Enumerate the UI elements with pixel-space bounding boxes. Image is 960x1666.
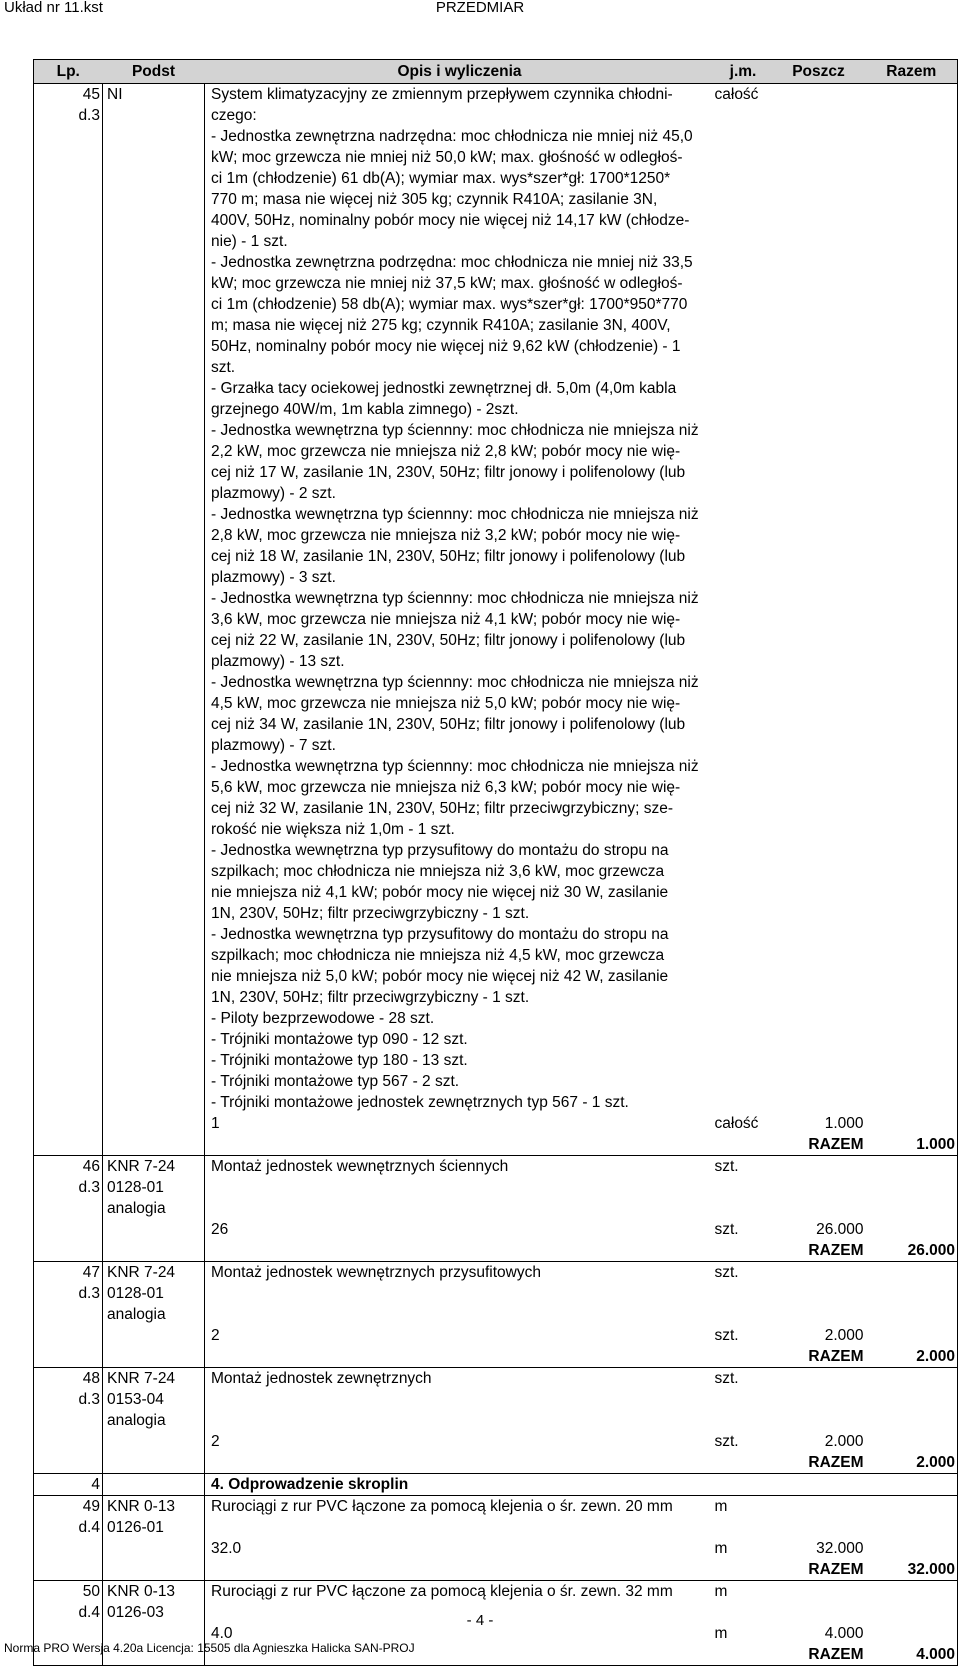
qty-basis-empty bbox=[103, 1113, 205, 1134]
description-line: 1N, 230V, 50Hz; filtr przeciwgrzybiczny - 1 szt. bbox=[211, 905, 530, 922]
qty-basis-empty bbox=[103, 1325, 205, 1346]
item-basis: KNR 7-24 0128-01 analogia bbox=[103, 1156, 205, 1220]
description-line: - Jednostka wewnętrzna typ ściennny: moc chłodnicza nie mniejsza niż bbox=[211, 590, 699, 607]
section-number: 4 bbox=[34, 1474, 103, 1496]
description-line: - Jednostka wewnętrzna typ ściennny: moc chłodnicza nie mniejsza niż bbox=[211, 674, 699, 691]
description-line: System klimatyzacyjny ze zmiennym przepływem czynnika chłodni- bbox=[211, 86, 673, 103]
description-line: Montaż jednostek wewnętrznych przysufitowych bbox=[211, 1264, 541, 1281]
page-number: - 4 - bbox=[466, 1612, 494, 1629]
quantity-total-empty bbox=[866, 1113, 958, 1134]
description-line: cej niż 18 W, zasilanie 1N, 230V, 50Hz; filtr jonowy i polifenolowy (lub bbox=[211, 548, 686, 565]
description-line: - Trójniki montażowe jednostek zewnętrznych typ 567 - 1 szt. bbox=[211, 1094, 629, 1111]
description-line: nie mniejsza niż 4,1 kW; pobór mocy nie więcej niż 30 W, zasilanie bbox=[211, 884, 669, 901]
quantity-total-empty bbox=[866, 1325, 958, 1346]
item-partial bbox=[772, 1156, 866, 1220]
description-line: - Jednostka wewnętrzna typ ściennny: moc chłodnicza nie mniejsza niż bbox=[211, 506, 699, 523]
item-unit: szt. bbox=[715, 1262, 772, 1326]
description-line: - Jednostka zewnętrzna nadrzędna: moc chłodnicza nie mniej niż 45,0 bbox=[211, 128, 693, 145]
item-basis: KNR 7-24 0128-01 analogia bbox=[103, 1262, 205, 1326]
item-partial bbox=[772, 1496, 866, 1539]
description-line: - Trójniki montażowe typ 090 - 12 szt. bbox=[211, 1031, 468, 1048]
description-line: m; masa nie więcej niż 275 kg; czynnik R410A; zasilanie 3N, 400V, bbox=[211, 317, 671, 334]
summary-label: RAZEM bbox=[772, 1644, 866, 1666]
col-jm: j.m. bbox=[715, 60, 772, 84]
quantity-unit: m bbox=[714, 1540, 728, 1557]
item-number: 49 bbox=[82, 1498, 100, 1515]
quantity-value: 32.0 bbox=[211, 1540, 242, 1557]
summary-unit-empty bbox=[715, 1346, 772, 1368]
item-unit: m bbox=[715, 1496, 772, 1539]
item-description bbox=[205, 1496, 715, 1539]
quantity-total-empty bbox=[866, 1431, 958, 1452]
section-partial-empty bbox=[772, 1474, 866, 1496]
summary-lp-empty bbox=[34, 1134, 103, 1156]
item-partial bbox=[772, 1368, 866, 1432]
item-row bbox=[34, 1496, 958, 1539]
summary-unit-empty bbox=[715, 1559, 772, 1581]
description-line: kW; moc grzewcza nie mniej niż 50,0 kW; max. głośność w odległoś- bbox=[211, 149, 683, 166]
item-row bbox=[34, 1262, 958, 1326]
description-line: - Jednostka wewnętrzna typ przysufitowy do montażu do stropu na bbox=[211, 926, 669, 943]
document-title: PRZEDMIAR bbox=[435, 0, 525, 16]
item-lp bbox=[34, 1368, 103, 1432]
quantity-unit: szt. bbox=[714, 1327, 739, 1344]
item-lp bbox=[34, 1262, 103, 1326]
item-description bbox=[205, 84, 715, 1114]
summary-row bbox=[34, 1559, 958, 1581]
qty-basis-empty bbox=[103, 1219, 205, 1240]
description-line: Montaż jednostek zewnętrznych bbox=[211, 1370, 432, 1387]
item-unit: całość bbox=[714, 86, 759, 103]
item-description bbox=[205, 1262, 715, 1326]
bill-of-quantities bbox=[33, 59, 957, 1666]
items-table bbox=[33, 59, 958, 1666]
summary-basis-empty bbox=[103, 1240, 205, 1262]
summary-label: RAZEM bbox=[808, 1242, 864, 1259]
summary-lp-empty bbox=[34, 1452, 103, 1474]
quantity-value: 2 bbox=[211, 1433, 220, 1450]
col-opis: Opis i wyliczenia bbox=[205, 60, 715, 84]
quantity-partial: 4.000 bbox=[824, 1625, 864, 1642]
description-line: szt. bbox=[211, 359, 236, 376]
description-line: - Piloty bezprzewodowe - 28 szt. bbox=[211, 1010, 435, 1027]
summary-row bbox=[34, 1346, 958, 1368]
description-line: plazmowy) - 13 szt. bbox=[211, 653, 345, 670]
description-line: rokość nie większa niż 1,0m - 1 szt. bbox=[211, 821, 455, 838]
description-line: Montaż jednostek wewnętrznych ściennych bbox=[211, 1158, 509, 1175]
summary-lp-empty bbox=[34, 1559, 103, 1581]
summary-label: RAZEM bbox=[808, 1561, 864, 1578]
summary-label: RAZEM bbox=[808, 1136, 864, 1153]
quantity-total-empty bbox=[866, 1538, 958, 1559]
summary-unit-empty bbox=[715, 1452, 772, 1474]
item-partial bbox=[772, 1262, 866, 1326]
description-line: Rurociągi z rur PVC łączone za pomocą klejenia o śr. zewn. 20 mm bbox=[211, 1498, 673, 1515]
qty-basis-empty bbox=[103, 1431, 205, 1452]
item-description bbox=[205, 1156, 715, 1220]
quantity-value: 1 bbox=[211, 1115, 220, 1132]
col-lp: Lp. bbox=[34, 60, 103, 84]
item-total bbox=[866, 1156, 958, 1220]
description-line: - Trójniki montażowe typ 567 - 2 szt. bbox=[211, 1073, 460, 1090]
item-unit: szt. bbox=[715, 1368, 772, 1432]
description-line: nie) - 1 szt. bbox=[211, 233, 288, 250]
summary-unit-empty bbox=[715, 1240, 772, 1262]
item-chapter: d.3 bbox=[78, 1285, 100, 1302]
summary-basis-empty bbox=[103, 1346, 205, 1368]
summary-total: 4.000 bbox=[866, 1644, 958, 1666]
summary-label: RAZEM bbox=[808, 1348, 864, 1365]
description-line: szpilkach; moc chłodnicza nie mniejsza niż 3,6 kW, moc grzewcza bbox=[211, 863, 665, 880]
license-text: Norma PRO Wersja 4.20a Licencja: 15505 dla Agnieszka Halicka SAN-PROJ bbox=[4, 1641, 415, 1655]
description-line: grzejnego 40W/m, 1m kabla zimnego) - 2szt. bbox=[211, 401, 519, 418]
summary-total: 2.000 bbox=[866, 1346, 958, 1368]
quantity-value: 4.0 bbox=[211, 1625, 233, 1642]
quantity-row bbox=[34, 1538, 958, 1559]
description-line: nie mniejsza niż 5,0 kW; pobór mocy nie więcej niż 42 W, zasilanie bbox=[211, 968, 669, 985]
description-line: 2,2 kW, moc grzewcza nie mniejsza niż 2,8 kW; pobór mocy nie wię- bbox=[211, 443, 681, 460]
item-number: 45 bbox=[82, 86, 100, 103]
summary-desc-empty bbox=[205, 1346, 715, 1368]
item-description bbox=[205, 1368, 715, 1432]
item-chapter: d.4 bbox=[78, 1604, 100, 1621]
description-line: ci 1m (chłodzenie) 58 db(A); wymiar max. wys*szer*gł: 1700*950*770 bbox=[211, 296, 688, 313]
quantity-value: 2 bbox=[211, 1327, 220, 1344]
quantity-row bbox=[34, 1113, 958, 1134]
item-total bbox=[866, 84, 958, 1114]
qty-lp-empty bbox=[34, 1113, 103, 1134]
item-basis: KNR 7-24 0153-04 analogia bbox=[103, 1368, 205, 1432]
section-total-empty bbox=[866, 1474, 958, 1496]
quantity-partial: 26.000 bbox=[816, 1221, 864, 1238]
item-lp bbox=[34, 84, 103, 1114]
summary-lp-empty bbox=[34, 1240, 103, 1262]
item-lp bbox=[34, 1496, 103, 1539]
col-razem: Razem bbox=[866, 60, 958, 84]
description-line: plazmowy) - 2 szt. bbox=[211, 485, 336, 502]
file-name: Układ nr 11.kst bbox=[4, 0, 103, 16]
summary-label: RAZEM bbox=[808, 1454, 864, 1471]
description-line: ci 1m (chłodzenie) 61 db(A); wymiar max. wys*szer*gł: 1700*1250* bbox=[211, 170, 671, 187]
summary-basis-empty bbox=[103, 1452, 205, 1474]
summary-total: 26.000 bbox=[866, 1240, 958, 1262]
description-line: - Jednostka wewnętrzna typ przysufitowy do montażu do stropu na bbox=[211, 842, 669, 859]
quantity-partial: 2.000 bbox=[824, 1327, 864, 1344]
summary-basis-empty bbox=[103, 1559, 205, 1581]
item-number: 47 bbox=[82, 1264, 100, 1281]
item-row bbox=[34, 84, 958, 1114]
item-basis: KNR 0-13 0126-01 bbox=[103, 1496, 205, 1539]
quantity-row bbox=[34, 1219, 958, 1240]
summary-desc-empty bbox=[205, 1559, 715, 1581]
quantity-partial: 32.000 bbox=[816, 1540, 864, 1557]
item-chapter: d.3 bbox=[78, 1179, 100, 1196]
summary-unit-empty bbox=[715, 1644, 772, 1666]
description-line: cej niż 17 W, zasilanie 1N, 230V, 50Hz; filtr jonowy i polifenolowy (lub bbox=[211, 464, 686, 481]
description-line: - Grzałka tacy ociekowej jednostki zewnętrznej dł. 5,0m (4,0m kabla bbox=[211, 380, 677, 397]
description-line: - Jednostka wewnętrzna typ ściennny: moc chłodnicza nie mniejsza niż bbox=[211, 422, 699, 439]
quantity-partial: 2.000 bbox=[824, 1433, 864, 1450]
item-lp bbox=[34, 1156, 103, 1220]
description-line: 50Hz, nominalny pobór mocy nie więcej niż 9,62 kW (chłodzenie) - 1 bbox=[211, 338, 681, 355]
summary-total: 1.000 bbox=[866, 1134, 958, 1156]
quantity-partial: 1.000 bbox=[824, 1115, 864, 1132]
description-line: 4,5 kW, moc grzewcza nie mniejsza niż 5,0 kW; pobór mocy nie wię- bbox=[211, 695, 681, 712]
item-unit: m bbox=[715, 1581, 772, 1624]
item-row bbox=[34, 1156, 958, 1220]
quantity-unit: całość bbox=[714, 1115, 759, 1132]
item-number: 48 bbox=[82, 1370, 100, 1387]
description-line: - Jednostka wewnętrzna typ ściennny: moc chłodnicza nie mniejsza niż bbox=[211, 758, 699, 775]
qty-lp-empty bbox=[34, 1538, 103, 1559]
description-line: cej niż 34 W, zasilanie 1N, 230V, 50Hz; filtr jonowy i polifenolowy (lub bbox=[211, 716, 686, 733]
quantity-total-empty bbox=[866, 1219, 958, 1240]
description-line: 5,6 kW, moc grzewcza nie mniejsza niż 6,3 kW; pobór mocy nie wię- bbox=[211, 779, 681, 796]
quantity-unit: szt. bbox=[714, 1433, 739, 1450]
summary-basis-empty bbox=[103, 1134, 205, 1156]
description-line: kW; moc grzewcza nie mniej niż 37,5 kW; max. głośność w odległoś- bbox=[211, 275, 683, 292]
item-chapter: d.3 bbox=[78, 1391, 100, 1408]
description-line: - Trójniki montażowe typ 180 - 13 szt. bbox=[211, 1052, 468, 1069]
summary-row bbox=[34, 1134, 958, 1156]
qty-lp-empty bbox=[34, 1325, 103, 1346]
section-unit-empty bbox=[715, 1474, 772, 1496]
section-title: 4. Odprowadzenie skroplin bbox=[205, 1474, 715, 1496]
description-line: 2,8 kW, moc grzewcza nie mniejsza niż 3,2 kW; pobór mocy nie wię- bbox=[211, 527, 681, 544]
description-line: cej niż 32 W, zasilanie 1N, 230V, 50Hz; filtr przeciwgrzybiczny; sze- bbox=[211, 800, 674, 817]
description-line: - Jednostka zewnętrzna podrzędna: moc chłodnicza nie mniej niż 33,5 bbox=[211, 254, 693, 271]
qty-basis-empty bbox=[103, 1538, 205, 1559]
summary-total: 32.000 bbox=[866, 1559, 958, 1581]
item-chapter: d.3 bbox=[78, 107, 100, 124]
description-line: 770 m; masa nie więcej niż 305 kg; czynnik R410A; zasilanie 3N, bbox=[211, 191, 658, 208]
col-podst: Podst bbox=[103, 60, 205, 84]
item-basis: NI bbox=[103, 84, 205, 1114]
table-header bbox=[34, 60, 958, 84]
item-unit: szt. bbox=[715, 1156, 772, 1220]
quantity-row bbox=[34, 1431, 958, 1452]
description-line: Rurociągi z rur PVC łączone za pomocą klejenia o śr. zewn. 32 mm bbox=[211, 1583, 673, 1600]
item-basis: KNR 0-13 0126-03 bbox=[103, 1581, 205, 1624]
description-line: czego: bbox=[211, 107, 257, 124]
description-line: cej niż 22 W, zasilanie 1N, 230V, 50Hz; filtr jonowy i polifenolowy (lub bbox=[211, 632, 686, 649]
quantity-value: 26 bbox=[211, 1221, 229, 1238]
item-total bbox=[866, 1262, 958, 1326]
item-total bbox=[866, 1368, 958, 1432]
quantity-unit: m bbox=[714, 1625, 728, 1642]
summary-desc-empty bbox=[205, 1134, 715, 1156]
summary-desc-empty bbox=[205, 1452, 715, 1474]
section-basis-empty bbox=[103, 1474, 205, 1496]
summary-desc-empty bbox=[205, 1240, 715, 1262]
item-chapter: d.4 bbox=[78, 1519, 100, 1536]
item-row bbox=[34, 1368, 958, 1432]
description-line: szpilkach; moc chłodnicza nie mniejsza niż 4,5 kW, moc grzewcza bbox=[211, 947, 665, 964]
qty-lp-empty bbox=[34, 1219, 103, 1240]
item-partial bbox=[772, 84, 866, 1114]
description-line: 1N, 230V, 50Hz; filtr przeciwgrzybiczny - 1 szt. bbox=[211, 989, 530, 1006]
qty-lp-empty bbox=[34, 1431, 103, 1452]
summary-lp-empty bbox=[34, 1346, 103, 1368]
item-total bbox=[866, 1496, 958, 1539]
item-number: 46 bbox=[82, 1158, 100, 1175]
item-number: 50 bbox=[82, 1583, 100, 1600]
summary-row bbox=[34, 1452, 958, 1474]
quantity-row bbox=[34, 1325, 958, 1346]
description-line: 400V, 50Hz, nominalny pobór mocy nie więcej niż 14,17 kW (chłodze- bbox=[211, 212, 690, 229]
description-line: plazmowy) - 7 szt. bbox=[211, 737, 336, 754]
section-row bbox=[34, 1474, 958, 1496]
description-line: plazmowy) - 3 szt. bbox=[211, 569, 336, 586]
col-poszcz: Poszcz bbox=[772, 60, 866, 84]
summary-unit-empty bbox=[715, 1134, 772, 1156]
quantity-unit: szt. bbox=[714, 1221, 739, 1238]
summary-total: 2.000 bbox=[866, 1452, 958, 1474]
summary-row bbox=[34, 1240, 958, 1262]
description-line: 3,6 kW, moc grzewcza nie mniejsza niż 4,1 kW; pobór mocy nie wię- bbox=[211, 611, 681, 628]
